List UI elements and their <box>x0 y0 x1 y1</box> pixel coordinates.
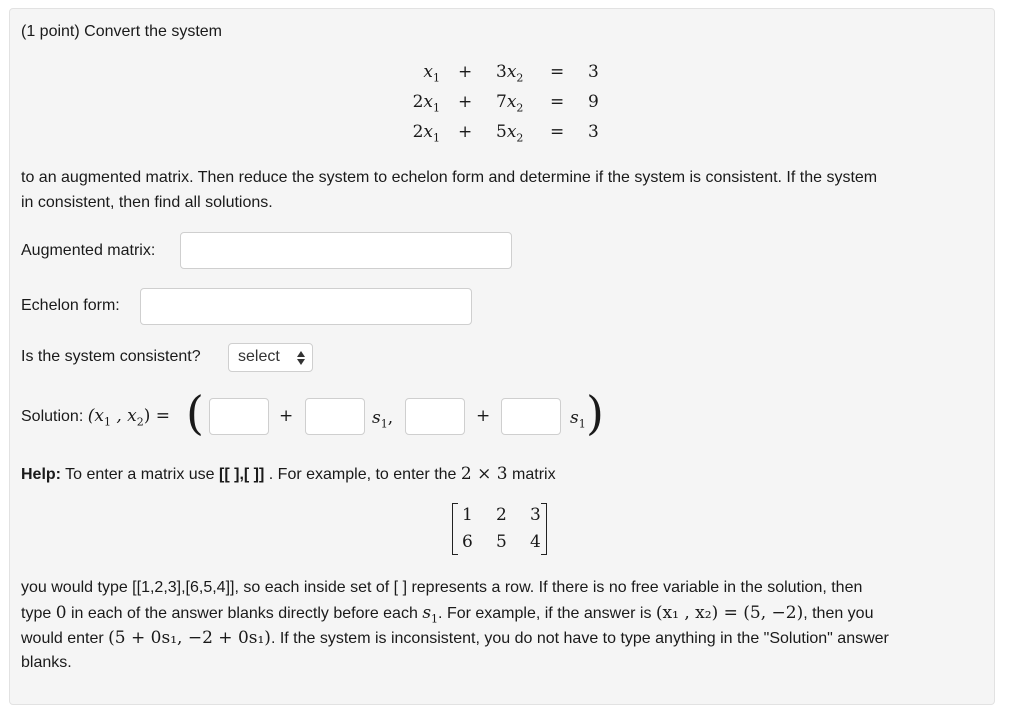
instruction-text: Convert the system <box>84 23 222 40</box>
param-2: $s_1$ <box>570 408 586 431</box>
eq2-op: + <box>458 92 473 112</box>
solution-constant-2-input[interactable] <box>405 398 465 435</box>
help-label: Help: <box>21 466 61 483</box>
help-line: Help: To enter a matrix use [[ ],[ ]] . For example, to enter the 2 × 3 matrix <box>21 464 556 484</box>
consistent-select-value: select <box>238 348 280 365</box>
eq3-term1: $2x_1$ <box>412 122 440 145</box>
matrix-right-bracket <box>541 503 547 555</box>
eq3-rhs: 3 <box>588 122 599 142</box>
matrix-cell: 6 <box>462 532 473 552</box>
right-paren: ) <box>586 386 604 440</box>
footer-line-3: would enter (5 + 0s₁, −2 + 0s₁). If the system is inconsistent, you do not have to type anything in the "Solution" answer <box>21 628 889 648</box>
matrix-syntax: [[ ],[ ]] <box>219 466 265 483</box>
consistent-label: Is the system consistent? <box>21 348 201 365</box>
description-line-1: to an augmented matrix. Then reduce the system to echelon form and determine if the system is consistent. If the system <box>21 169 878 186</box>
footer-line-1: you would type [[1,2,3],[6,5,4]], so each inside set of [ ] represents a row. If there is no free variable in the solution, then <box>21 579 863 596</box>
example-matrix <box>452 503 552 555</box>
consistent-select[interactable] <box>228 343 313 372</box>
updown-arrows-icon <box>297 350 305 366</box>
eq3-equals: = <box>550 122 565 142</box>
echelon-form-label: Echelon form: <box>21 297 120 314</box>
problem-header <box>21 22 222 42</box>
plus-1: + <box>279 406 294 426</box>
matrix-dims: 2 × 3 <box>460 464 508 484</box>
eq1-term1: $x_1$ <box>423 62 440 85</box>
echelon-form-input[interactable] <box>140 288 472 325</box>
solution-constant-1-input[interactable] <box>209 398 269 435</box>
solution-label: Solution: ($x_1$ , $x_2$) = <box>21 406 171 429</box>
eq2-rhs: 9 <box>588 92 599 112</box>
eq1-equals: = <box>550 62 565 82</box>
matrix-left-bracket <box>452 503 458 555</box>
matrix-cell: 3 <box>530 505 541 525</box>
footer-line-4: blanks. <box>21 654 72 671</box>
augmented-matrix-input[interactable] <box>180 232 512 269</box>
eq2-equals: = <box>550 92 565 112</box>
points-label: (1 point) <box>21 23 80 40</box>
eq1-rhs: 3 <box>588 62 599 82</box>
matrix-cell: 1 <box>462 505 473 525</box>
left-paren: ( <box>186 386 204 440</box>
augmented-matrix-label: Augmented matrix: <box>21 242 156 259</box>
plus-2: + <box>476 406 491 426</box>
param-1: $s_1$, <box>372 408 394 431</box>
eq2-term2: $7x_2$ <box>496 92 524 115</box>
eq1-op: + <box>458 62 473 82</box>
eq3-op: + <box>458 122 473 142</box>
matrix-cell: 2 <box>496 505 507 525</box>
solution-coefficient-1-input[interactable] <box>305 398 365 435</box>
description-line-2: in consistent, then find all solutions. <box>21 194 273 211</box>
solution-coefficient-2-input[interactable] <box>501 398 561 435</box>
matrix-cell: 5 <box>496 532 507 552</box>
eq2-term1: $2x_1$ <box>412 92 440 115</box>
eq3-term2: $5x_2$ <box>496 122 524 145</box>
footer-line-2: type 0 in each of the answer blanks directly before each $s_1$. For example, if the answer is (x₁ , x₂) = (5, −2), then you <box>21 603 874 626</box>
eq1-term2: $3x_2$ <box>496 62 524 85</box>
matrix-cell: 4 <box>530 532 541 552</box>
